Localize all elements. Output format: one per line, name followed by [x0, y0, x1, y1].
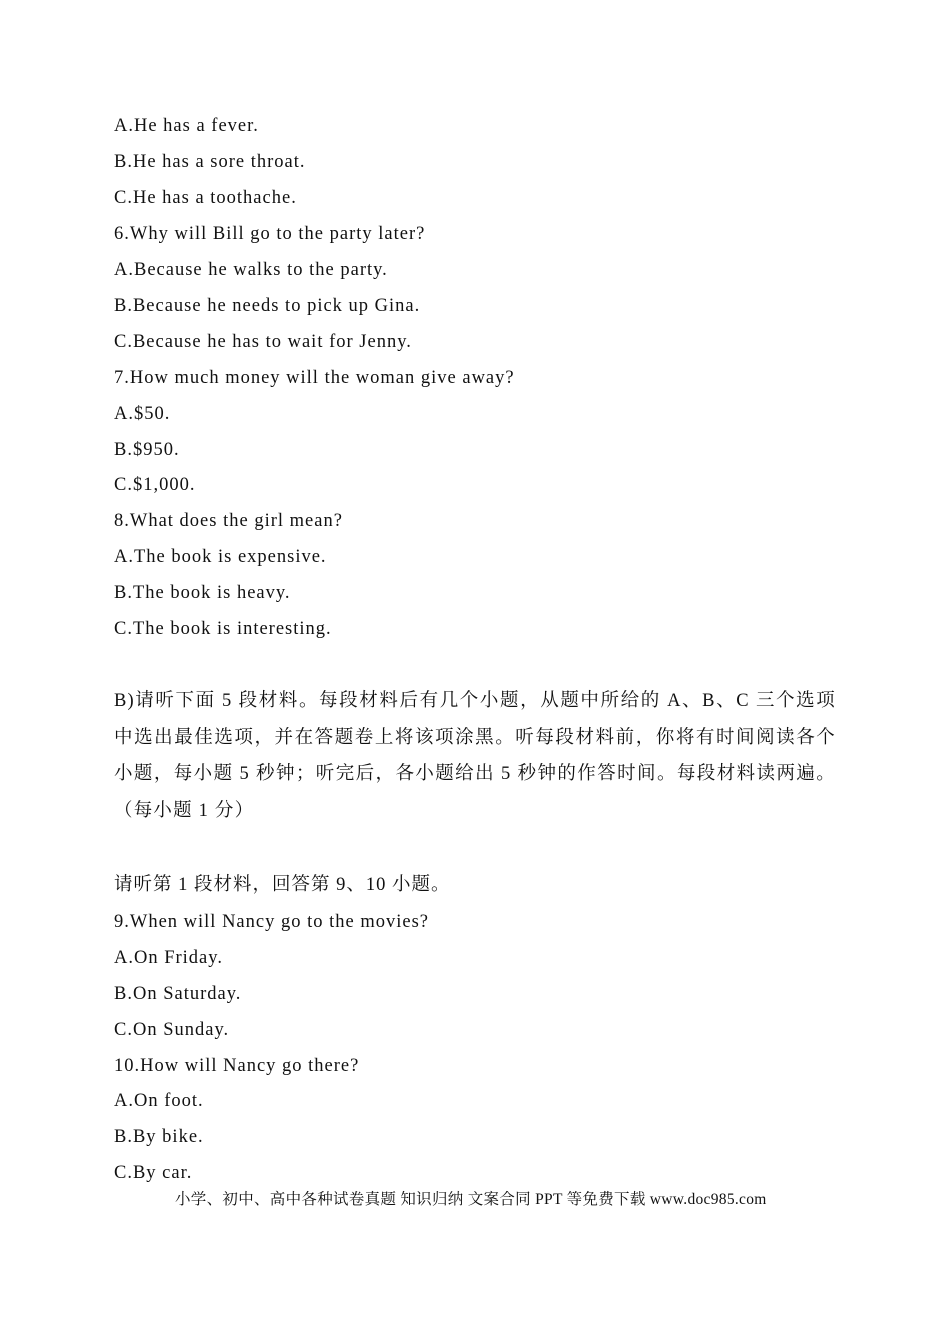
- q8-question: 8.What does the girl mean?: [114, 511, 343, 531]
- q6-question: 6.Why will Bill go to the party later?: [114, 224, 426, 244]
- q6-option-c: C.Because he has to wait for Jenny.: [114, 332, 412, 352]
- q5-option-c: C.He has a toothache.: [114, 188, 297, 208]
- q9-option-b: B.On Saturday.: [114, 984, 242, 1004]
- page-footer: 小学、初中、高中各种试卷真题 知识归纳 文案合同 PPT 等免费下载 www.doc985.com: [175, 1191, 767, 1208]
- passage-1-intro: 请听第 1 段材料，回答第 9、10 小题。: [114, 875, 451, 895]
- q9-question: 9.When will Nancy go to the movies?: [114, 912, 430, 932]
- q10-option-c: C.By car.: [114, 1163, 193, 1183]
- q8-option-b: B.The book is heavy.: [114, 583, 291, 603]
- q6-option-b: B.Because he needs to pick up Gina.: [114, 296, 421, 316]
- q8-option-a: A.The book is expensive.: [114, 547, 327, 567]
- q7-option-a: A.$50.: [114, 404, 171, 424]
- q10-question: 10.How will Nancy go there?: [114, 1056, 360, 1076]
- q9-option-a: A.On Friday.: [114, 948, 223, 968]
- q10-option-b: B.By bike.: [114, 1127, 204, 1147]
- q8-option-c: C.The book is interesting.: [114, 619, 332, 639]
- q7-question: 7.How much money will the woman give away?: [114, 368, 515, 388]
- q9-option-c: C.On Sunday.: [114, 1020, 230, 1040]
- q6-option-a: A.Because he walks to the party.: [114, 260, 388, 280]
- q10-option-a: A.On foot.: [114, 1091, 204, 1111]
- q5-option-a: A.He has a fever.: [114, 116, 259, 136]
- q7-option-b: B.$950.: [114, 440, 180, 460]
- section-b-instructions: B)请听下面 5 段材料。每段材料后有几个小题，从题中所给的 A、B、C 三个选项中选出最佳选项，并在答题卷上将该项涂黑。听每段材料前，你将有时间阅读各个小题，每小题 5 秒钟；听完后，各小题给出 5 秒钟的作答时间。每段材料读两遍。（每小题 1 分）: [114, 691, 836, 821]
- q7-option-c: C.$1,000.: [114, 475, 196, 495]
- q5-option-b: B.He has a sore throat.: [114, 152, 306, 172]
